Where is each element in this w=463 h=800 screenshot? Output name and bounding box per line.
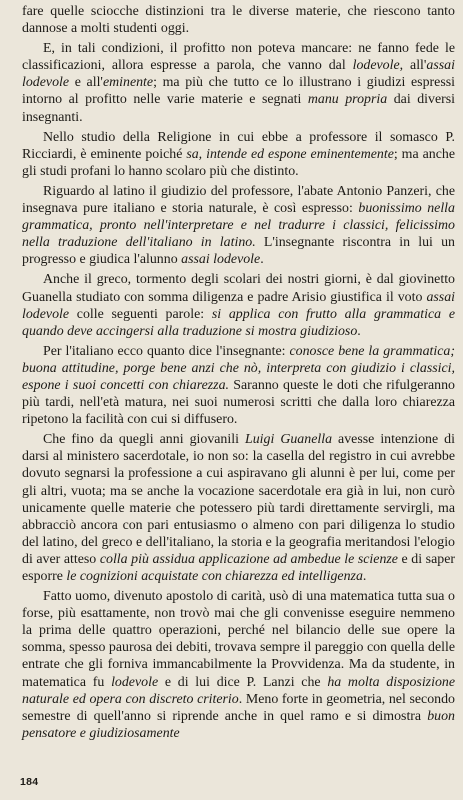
text-run: e all' — [69, 75, 103, 91]
text-run: colle seguenti parole: — [69, 306, 212, 322]
italic-run: ha molta disposizione naturale ed opera con discreto criterio — [22, 674, 455, 707]
text-run: fare quelle sciocche distinzioni tra le diverse materie, che riescono tanto dannose a molti studenti oggi. — [22, 4, 455, 37]
page-number: 184 — [20, 776, 39, 788]
paragraph — [22, 271, 455, 339]
paragraph — [22, 588, 455, 742]
text-run: avesse intenzione di darsi al ministero sacerdotale, io non so: la casella del registro in cui avrebbe dovuto segnarsi la professione a cui aspiravano gli alunni è per lui, come per gli altri, vuota; ma se anche la vocazione sacerdotale era già in lui, non curò unicamente quelle materie che potessero più tardi direttamente servirgli, ma abbracciò ancora con pari entusiasmo o almeno con pari diligenza lo studio del latino, del greco e dell'italiano, la storia e la geografia meritandosi l'elogio di aver atteso — [22, 432, 455, 567]
text-run: . Meno forte in geometria, nel secondo semestre di quell'anno si riprende anche in quel ramo e si dimostra — [22, 691, 455, 724]
italic-run: lodevole — [352, 58, 400, 74]
text-run: L'insegnante riscontra in lui un progresso e giudica l'alunno — [22, 235, 455, 268]
italic-run: lodevole — [111, 674, 159, 690]
text-run: ; ma anche gli studi profani lo hanno scolaro più che distinto. — [22, 146, 455, 179]
text-run: Per l'italiano ecco quanto dice l'insegnante: — [43, 343, 290, 359]
italic-run: buonissimo nella grammatica, pronto nell'interpretare e nel tradurre i classici, felicissimo nella traduzione dell'italiano in latino. — [22, 201, 455, 251]
italic-run: assai lodevole — [181, 252, 261, 268]
italic-run: sa, intende ed espone eminentemente — [186, 146, 394, 162]
text-run: , all' — [399, 58, 427, 74]
text-run: ; ma più che tutto ce lo illustrano i giudizi espressi intorno al profitto nelle varie materie e segnati — [22, 75, 455, 108]
text-run: dai diversi insegnanti. — [22, 92, 455, 125]
text-run: . — [260, 252, 264, 268]
paragraph — [22, 431, 455, 585]
italic-run: manu propria — [307, 92, 388, 108]
text-run: . — [362, 569, 367, 584]
text-run: Anche il greco, tormento degli scolari dei nostri giorni, è dal giovinetto Guanella studiato con somma diligenza e padre Arisio giustifica il voto — [22, 272, 455, 305]
text-run: Fatto uomo, divenuto apostolo di carità, usò di una matematica tutta sua o forse, più esattamente, non trovò mai che gli convenisse eseguire nemmeno la prima delle quattro operazioni, perché nel bilancio delle sue opere la somma, spesso paurosa dei debiti, trovava sempre il pareggio con quella delle entrate che gli forniva immancabilmente la Provvidenza. Ma da studente, in matematica fu — [22, 589, 455, 690]
italic-run: assai lodevole — [22, 58, 455, 91]
italic-run: assai lodevole — [22, 289, 455, 322]
body-text — [22, 3, 455, 745]
italic-run: colla più assidua applicazione ad ambedue le scienze — [99, 551, 398, 567]
text-run: Riguardo al latino il giudizio del professore, l'abate Antonio Panzeri, che insegnava pure italiano e storia naturale, è così espresso: — [22, 183, 455, 217]
italic-run: Luigi Guanella — [244, 432, 333, 448]
paragraph — [22, 40, 455, 125]
paragraph — [22, 183, 455, 268]
text-run: Saranno queste le doti che rifulgeranno più tardi, nell'età matura, nei suoi numerosi scritti che dalla loro chiarezza ripetono la facilità con cui si diffusero. — [22, 377, 455, 428]
italic-run: si applica con frutto alla grammatica e quando deve accingersi alla traduzione si mostra giudizioso — [22, 306, 455, 339]
paragraph — [22, 129, 455, 180]
text-run: . — [357, 323, 361, 339]
paragraph — [22, 3, 455, 37]
italic-run: conosce bene la grammatica; buona attitudine, porge bene anzi che nò, interpreta con giudizio i classici, espone i suoi concetti con chiarezza. — [22, 343, 455, 393]
italic-run: eminente — [102, 75, 154, 91]
italic-run: le cognizioni acquistate con chiarezza ed intelligenza — [66, 569, 363, 584]
text-run: E, in tali condizioni, il profitto non poteva mancare: ne fanno fede le classificazioni, allora espresse a parola, che vanno dal — [22, 41, 455, 74]
text-run: Che fino da quegli anni giovanili — [43, 432, 245, 448]
text-run: Nello studio della Religione in cui ebbe a professore il somasco P. Ricciardi, è eminente poiché — [22, 129, 455, 162]
paragraph — [22, 343, 455, 428]
italic-run: buon pensatore e giudiziosamente — [22, 708, 455, 741]
text-run: e di saper esporre — [22, 551, 455, 584]
text-run: e di lui dice P. Lanzi che — [158, 674, 328, 690]
